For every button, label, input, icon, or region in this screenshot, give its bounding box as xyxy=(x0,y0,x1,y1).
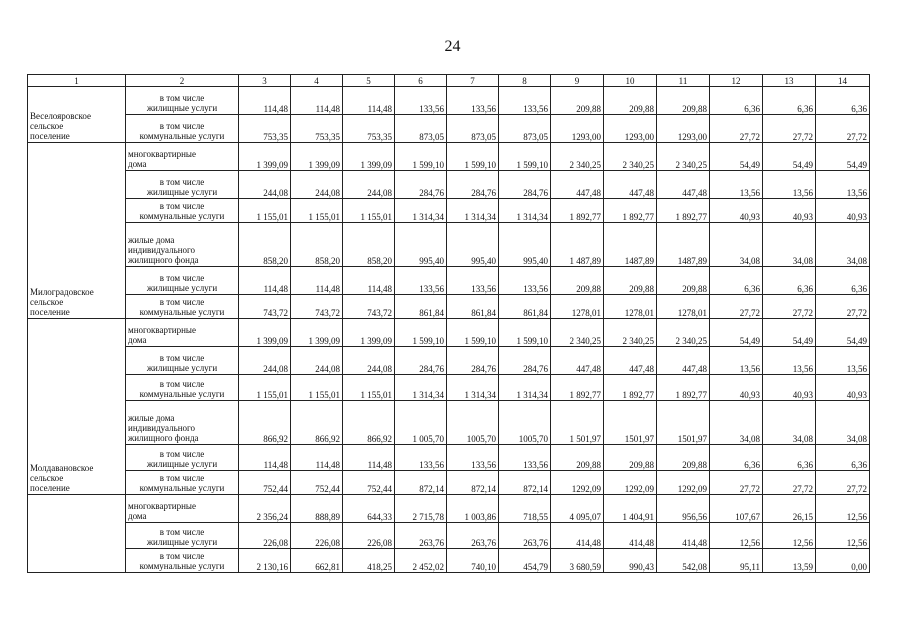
value-cell: 743,72 xyxy=(291,295,343,319)
value-cell: 662,81 xyxy=(291,549,343,573)
value-cell: 4 095,07 xyxy=(551,495,604,523)
value-cell: 1 892,77 xyxy=(604,199,657,223)
value-cell: 13,56 xyxy=(816,171,870,199)
value-cell: 12,56 xyxy=(763,523,816,549)
value-cell: 133,56 xyxy=(499,87,551,115)
value-cell: 1293,00 xyxy=(604,115,657,143)
category-label: в том числе коммунальные услуги xyxy=(139,201,225,221)
value-cell: 873,05 xyxy=(499,115,551,143)
value-cell: 54,49 xyxy=(710,319,763,347)
settlement-name xyxy=(30,571,123,572)
value-cell: 2 340,25 xyxy=(551,319,604,347)
category-cell xyxy=(126,347,239,375)
value-cell: 114,48 xyxy=(291,87,343,115)
column-header: 12 xyxy=(710,75,763,87)
value-cell: 107,67 xyxy=(710,495,763,523)
value-cell: 40,93 xyxy=(710,199,763,223)
value-cell: 1278,01 xyxy=(657,295,710,319)
value-cell: 1292,09 xyxy=(604,471,657,495)
category-cell xyxy=(126,401,239,445)
value-cell: 418,25 xyxy=(343,549,395,573)
value-cell: 6,36 xyxy=(763,87,816,115)
category-cell xyxy=(126,87,239,115)
value-cell: 873,05 xyxy=(447,115,499,143)
value-cell: 34,08 xyxy=(816,401,870,445)
value-cell: 990,43 xyxy=(604,549,657,573)
table-row xyxy=(28,143,870,171)
value-cell: 414,48 xyxy=(657,523,710,549)
category-label: жилые дома индивидуального жилищного фонда xyxy=(128,235,199,265)
category-label: в том числе жилищные услуги xyxy=(146,449,218,469)
value-cell: 226,08 xyxy=(291,523,343,549)
value-cell: 209,88 xyxy=(604,267,657,295)
column-header: 5 xyxy=(343,75,395,87)
settlement-name: Молдавановское сельское поселение xyxy=(30,463,94,493)
value-cell: 753,35 xyxy=(291,115,343,143)
value-cell: 6,36 xyxy=(763,267,816,295)
value-cell: 6,36 xyxy=(710,445,763,471)
value-cell: 13,56 xyxy=(710,171,763,199)
value-cell: 27,72 xyxy=(710,115,763,143)
value-cell: 34,08 xyxy=(816,223,870,267)
value-cell: 226,08 xyxy=(343,523,395,549)
value-cell: 209,88 xyxy=(604,445,657,471)
value-cell: 209,88 xyxy=(657,267,710,295)
value-cell: 40,93 xyxy=(763,375,816,401)
value-cell: 114,48 xyxy=(343,267,395,295)
page-number: 24 xyxy=(444,38,461,55)
category-cell xyxy=(126,375,239,401)
value-cell: 1 399,09 xyxy=(343,143,395,171)
category-cell xyxy=(126,495,239,523)
column-header: 13 xyxy=(763,75,816,87)
table-row xyxy=(28,495,870,523)
value-cell: 995,40 xyxy=(395,223,447,267)
table-row xyxy=(28,445,870,471)
value-cell: 872,14 xyxy=(499,471,551,495)
value-cell: 1 399,09 xyxy=(291,319,343,347)
value-cell: 866,92 xyxy=(343,401,395,445)
value-cell: 244,08 xyxy=(239,347,291,375)
value-cell: 27,72 xyxy=(816,471,870,495)
table-row xyxy=(28,171,870,199)
table-row xyxy=(28,523,870,549)
value-cell: 114,48 xyxy=(343,445,395,471)
category-cell xyxy=(126,115,239,143)
value-cell: 2 340,25 xyxy=(551,143,604,171)
value-cell: 1 155,01 xyxy=(291,375,343,401)
value-cell: 454,79 xyxy=(499,549,551,573)
category-cell xyxy=(126,171,239,199)
value-cell: 888,89 xyxy=(291,495,343,523)
value-cell: 1 314,34 xyxy=(499,375,551,401)
value-cell: 752,44 xyxy=(239,471,291,495)
category-cell xyxy=(126,471,239,495)
category-label: многоквартирные дома xyxy=(128,501,196,521)
value-cell: 27,72 xyxy=(710,295,763,319)
value-cell: 263,76 xyxy=(447,523,499,549)
value-cell: 13,56 xyxy=(763,347,816,375)
value-cell: 244,08 xyxy=(291,347,343,375)
value-cell: 956,56 xyxy=(657,495,710,523)
column-header: 8 xyxy=(499,75,551,87)
value-cell: 1 314,34 xyxy=(395,375,447,401)
category-label: в том числе жилищные услуги xyxy=(146,527,218,547)
value-cell: 209,88 xyxy=(551,267,604,295)
value-cell: 1292,09 xyxy=(657,471,710,495)
column-header: 4 xyxy=(291,75,343,87)
value-cell: 6,36 xyxy=(816,267,870,295)
value-cell: 34,08 xyxy=(763,223,816,267)
value-cell: 244,08 xyxy=(291,171,343,199)
settlement-name: Милоградовское сельское поселение xyxy=(30,287,94,317)
category-label: многоквартирные дома xyxy=(128,325,196,345)
value-cell: 447,48 xyxy=(657,171,710,199)
column-header: 11 xyxy=(657,75,710,87)
value-cell: 6,36 xyxy=(816,87,870,115)
value-cell: 1293,00 xyxy=(657,115,710,143)
value-cell: 12,56 xyxy=(816,495,870,523)
value-cell: 861,84 xyxy=(499,295,551,319)
value-cell: 114,48 xyxy=(239,445,291,471)
value-cell: 1 892,77 xyxy=(657,199,710,223)
value-cell: 743,72 xyxy=(239,295,291,319)
category-label: в том числе коммунальные услуги xyxy=(139,379,225,399)
table-row xyxy=(28,267,870,295)
value-cell: 1487,89 xyxy=(657,223,710,267)
value-cell: 872,14 xyxy=(395,471,447,495)
value-cell: 1 599,10 xyxy=(395,319,447,347)
category-cell xyxy=(126,549,239,573)
column-header: 3 xyxy=(239,75,291,87)
value-cell: 1 314,34 xyxy=(395,199,447,223)
value-cell: 1 599,10 xyxy=(395,143,447,171)
value-cell: 1 599,10 xyxy=(447,143,499,171)
value-cell: 2 356,24 xyxy=(239,495,291,523)
value-cell: 2 340,25 xyxy=(657,319,710,347)
value-cell: 995,40 xyxy=(447,223,499,267)
value-cell: 209,88 xyxy=(657,445,710,471)
table-row xyxy=(28,471,870,495)
value-cell: 34,08 xyxy=(710,401,763,445)
value-cell: 133,56 xyxy=(499,445,551,471)
value-cell: 226,08 xyxy=(239,523,291,549)
value-cell: 209,88 xyxy=(657,87,710,115)
value-cell: 40,93 xyxy=(816,199,870,223)
value-cell: 6,36 xyxy=(816,445,870,471)
table-row xyxy=(28,347,870,375)
value-cell: 1 155,01 xyxy=(343,199,395,223)
value-cell: 284,76 xyxy=(447,171,499,199)
value-cell: 866,92 xyxy=(291,401,343,445)
value-cell: 1 314,34 xyxy=(447,199,499,223)
tariff-table xyxy=(27,74,870,573)
settlement-cell xyxy=(28,319,126,495)
value-cell: 873,05 xyxy=(395,115,447,143)
category-cell xyxy=(126,267,239,295)
value-cell: 447,48 xyxy=(657,347,710,375)
category-label: в том числе коммунальные услуги xyxy=(139,473,225,493)
table-row xyxy=(28,87,870,115)
value-cell: 1 599,10 xyxy=(499,143,551,171)
value-cell: 1501,97 xyxy=(604,401,657,445)
value-cell: 26,15 xyxy=(763,495,816,523)
value-cell: 209,88 xyxy=(551,87,604,115)
value-cell: 13,59 xyxy=(763,549,816,573)
value-cell: 414,48 xyxy=(604,523,657,549)
value-cell: 244,08 xyxy=(343,171,395,199)
value-cell: 12,56 xyxy=(710,523,763,549)
value-cell: 6,36 xyxy=(710,267,763,295)
value-cell: 114,48 xyxy=(239,267,291,295)
value-cell: 209,88 xyxy=(551,445,604,471)
value-cell: 27,72 xyxy=(763,471,816,495)
settlement-name: Веселояровское сельское поселение xyxy=(30,111,91,141)
value-cell: 114,48 xyxy=(291,267,343,295)
value-cell: 1 399,09 xyxy=(239,143,291,171)
table-body xyxy=(28,87,870,573)
value-cell: 133,56 xyxy=(499,267,551,295)
value-cell: 542,08 xyxy=(657,549,710,573)
value-cell: 1005,70 xyxy=(499,401,551,445)
category-label: жилые дома индивидуального жилищного фонда xyxy=(128,413,199,443)
value-cell: 1 155,01 xyxy=(291,199,343,223)
value-cell: 861,84 xyxy=(447,295,499,319)
table-row xyxy=(28,295,870,319)
value-cell: 1 399,09 xyxy=(239,319,291,347)
value-cell: 644,33 xyxy=(343,495,395,523)
value-cell: 27,72 xyxy=(816,115,870,143)
value-cell: 447,48 xyxy=(551,347,604,375)
value-cell: 2 340,25 xyxy=(604,143,657,171)
value-cell: 27,72 xyxy=(763,115,816,143)
value-cell: 34,08 xyxy=(763,401,816,445)
column-header: 1 xyxy=(28,75,126,87)
value-cell: 866,92 xyxy=(239,401,291,445)
value-cell: 858,20 xyxy=(343,223,395,267)
value-cell: 284,76 xyxy=(395,171,447,199)
value-cell: 114,48 xyxy=(291,445,343,471)
value-cell: 114,48 xyxy=(343,87,395,115)
category-cell xyxy=(126,523,239,549)
value-cell: 27,72 xyxy=(710,471,763,495)
category-label: в том числе жилищные услуги xyxy=(146,273,218,293)
value-cell: 27,72 xyxy=(763,295,816,319)
value-cell: 244,08 xyxy=(239,171,291,199)
value-cell: 0,00 xyxy=(816,549,870,573)
value-cell: 1 314,34 xyxy=(499,199,551,223)
value-cell: 40,93 xyxy=(816,375,870,401)
value-cell: 133,56 xyxy=(447,445,499,471)
value-cell: 34,08 xyxy=(710,223,763,267)
value-cell: 1 155,01 xyxy=(343,375,395,401)
value-cell: 1 892,77 xyxy=(604,375,657,401)
value-cell: 1 501,97 xyxy=(551,401,604,445)
value-cell: 1 005,70 xyxy=(395,401,447,445)
value-cell: 1 155,01 xyxy=(239,375,291,401)
value-cell: 40,93 xyxy=(710,375,763,401)
category-label: в том числе жилищные услуги xyxy=(146,353,218,373)
value-cell: 718,55 xyxy=(499,495,551,523)
value-cell: 2 452,02 xyxy=(395,549,447,573)
value-cell: 13,56 xyxy=(816,347,870,375)
category-label: в том числе коммунальные услуги xyxy=(139,551,225,571)
value-cell: 1278,01 xyxy=(604,295,657,319)
table-row xyxy=(28,199,870,223)
value-cell: 1 003,86 xyxy=(447,495,499,523)
table-row xyxy=(28,401,870,445)
value-cell: 244,08 xyxy=(343,347,395,375)
value-cell: 1 892,77 xyxy=(551,375,604,401)
value-cell: 1 399,09 xyxy=(291,143,343,171)
category-cell xyxy=(126,445,239,471)
value-cell: 13,56 xyxy=(710,347,763,375)
value-cell: 133,56 xyxy=(395,267,447,295)
category-cell xyxy=(126,295,239,319)
value-cell: 13,56 xyxy=(763,171,816,199)
value-cell: 2 340,25 xyxy=(657,143,710,171)
value-cell: 743,72 xyxy=(343,295,395,319)
value-cell: 858,20 xyxy=(291,223,343,267)
table-row xyxy=(28,319,870,347)
value-cell: 3 680,59 xyxy=(551,549,604,573)
value-cell: 263,76 xyxy=(499,523,551,549)
table-row xyxy=(28,375,870,401)
value-cell: 1 314,34 xyxy=(447,375,499,401)
value-cell: 447,48 xyxy=(551,171,604,199)
value-cell: 133,56 xyxy=(395,445,447,471)
category-label: в том числе жилищные услуги xyxy=(146,177,218,197)
value-cell: 753,35 xyxy=(343,115,395,143)
value-cell: 414,48 xyxy=(551,523,604,549)
value-cell: 284,76 xyxy=(499,347,551,375)
value-cell: 740,10 xyxy=(447,549,499,573)
category-cell xyxy=(126,319,239,347)
category-label: в том числе коммунальные услуги xyxy=(139,121,225,141)
value-cell: 1501,97 xyxy=(657,401,710,445)
value-cell: 1 399,09 xyxy=(343,319,395,347)
table-row xyxy=(28,115,870,143)
table-row xyxy=(28,223,870,267)
value-cell: 1005,70 xyxy=(447,401,499,445)
value-cell: 2 715,78 xyxy=(395,495,447,523)
value-cell: 54,49 xyxy=(816,319,870,347)
value-cell: 133,56 xyxy=(395,87,447,115)
table-row xyxy=(28,549,870,573)
value-cell: 1 404,91 xyxy=(604,495,657,523)
value-cell: 752,44 xyxy=(291,471,343,495)
value-cell: 263,76 xyxy=(395,523,447,549)
category-cell xyxy=(126,143,239,171)
value-cell: 284,76 xyxy=(447,347,499,375)
value-cell: 1 487,89 xyxy=(551,223,604,267)
value-cell: 858,20 xyxy=(239,223,291,267)
value-cell: 95,11 xyxy=(710,549,763,573)
value-cell: 6,36 xyxy=(763,445,816,471)
column-header: 7 xyxy=(447,75,499,87)
category-cell xyxy=(126,223,239,267)
value-cell: 12,56 xyxy=(816,523,870,549)
value-cell: 872,14 xyxy=(447,471,499,495)
category-cell xyxy=(126,199,239,223)
category-label: в том числе жилищные услуги xyxy=(146,93,218,113)
value-cell: 6,36 xyxy=(710,87,763,115)
value-cell: 753,35 xyxy=(239,115,291,143)
value-cell: 447,48 xyxy=(604,347,657,375)
value-cell: 1293,00 xyxy=(551,115,604,143)
value-cell: 2 130,16 xyxy=(239,549,291,573)
column-header: 9 xyxy=(551,75,604,87)
column-header: 2 xyxy=(126,75,239,87)
value-cell: 1 599,10 xyxy=(499,319,551,347)
value-cell: 752,44 xyxy=(343,471,395,495)
value-cell: 54,49 xyxy=(763,319,816,347)
value-cell: 1278,01 xyxy=(551,295,604,319)
value-cell: 995,40 xyxy=(499,223,551,267)
category-label: многоквартирные дома xyxy=(128,149,196,169)
column-header: 14 xyxy=(816,75,870,87)
settlement-cell xyxy=(28,495,126,573)
value-cell: 284,76 xyxy=(499,171,551,199)
value-cell: 133,56 xyxy=(447,267,499,295)
value-cell: 27,72 xyxy=(816,295,870,319)
value-cell: 40,93 xyxy=(763,199,816,223)
value-cell: 447,48 xyxy=(604,171,657,199)
value-cell: 1 155,01 xyxy=(239,199,291,223)
value-cell: 133,56 xyxy=(447,87,499,115)
value-cell: 1 892,77 xyxy=(657,375,710,401)
value-cell: 54,49 xyxy=(763,143,816,171)
value-cell: 1 892,77 xyxy=(551,199,604,223)
settlement-cell xyxy=(28,143,126,319)
value-cell: 2 340,25 xyxy=(604,319,657,347)
value-cell: 1487,89 xyxy=(604,223,657,267)
column-header: 10 xyxy=(604,75,657,87)
category-label: в том числе коммунальные услуги xyxy=(139,297,225,317)
value-cell: 54,49 xyxy=(710,143,763,171)
value-cell: 209,88 xyxy=(604,87,657,115)
column-header: 6 xyxy=(395,75,447,87)
value-cell: 54,49 xyxy=(816,143,870,171)
value-cell: 284,76 xyxy=(395,347,447,375)
value-cell: 861,84 xyxy=(395,295,447,319)
settlement-cell xyxy=(28,87,126,143)
header-row xyxy=(28,75,870,87)
value-cell: 1292,09 xyxy=(551,471,604,495)
value-cell: 114,48 xyxy=(239,87,291,115)
value-cell: 1 599,10 xyxy=(447,319,499,347)
